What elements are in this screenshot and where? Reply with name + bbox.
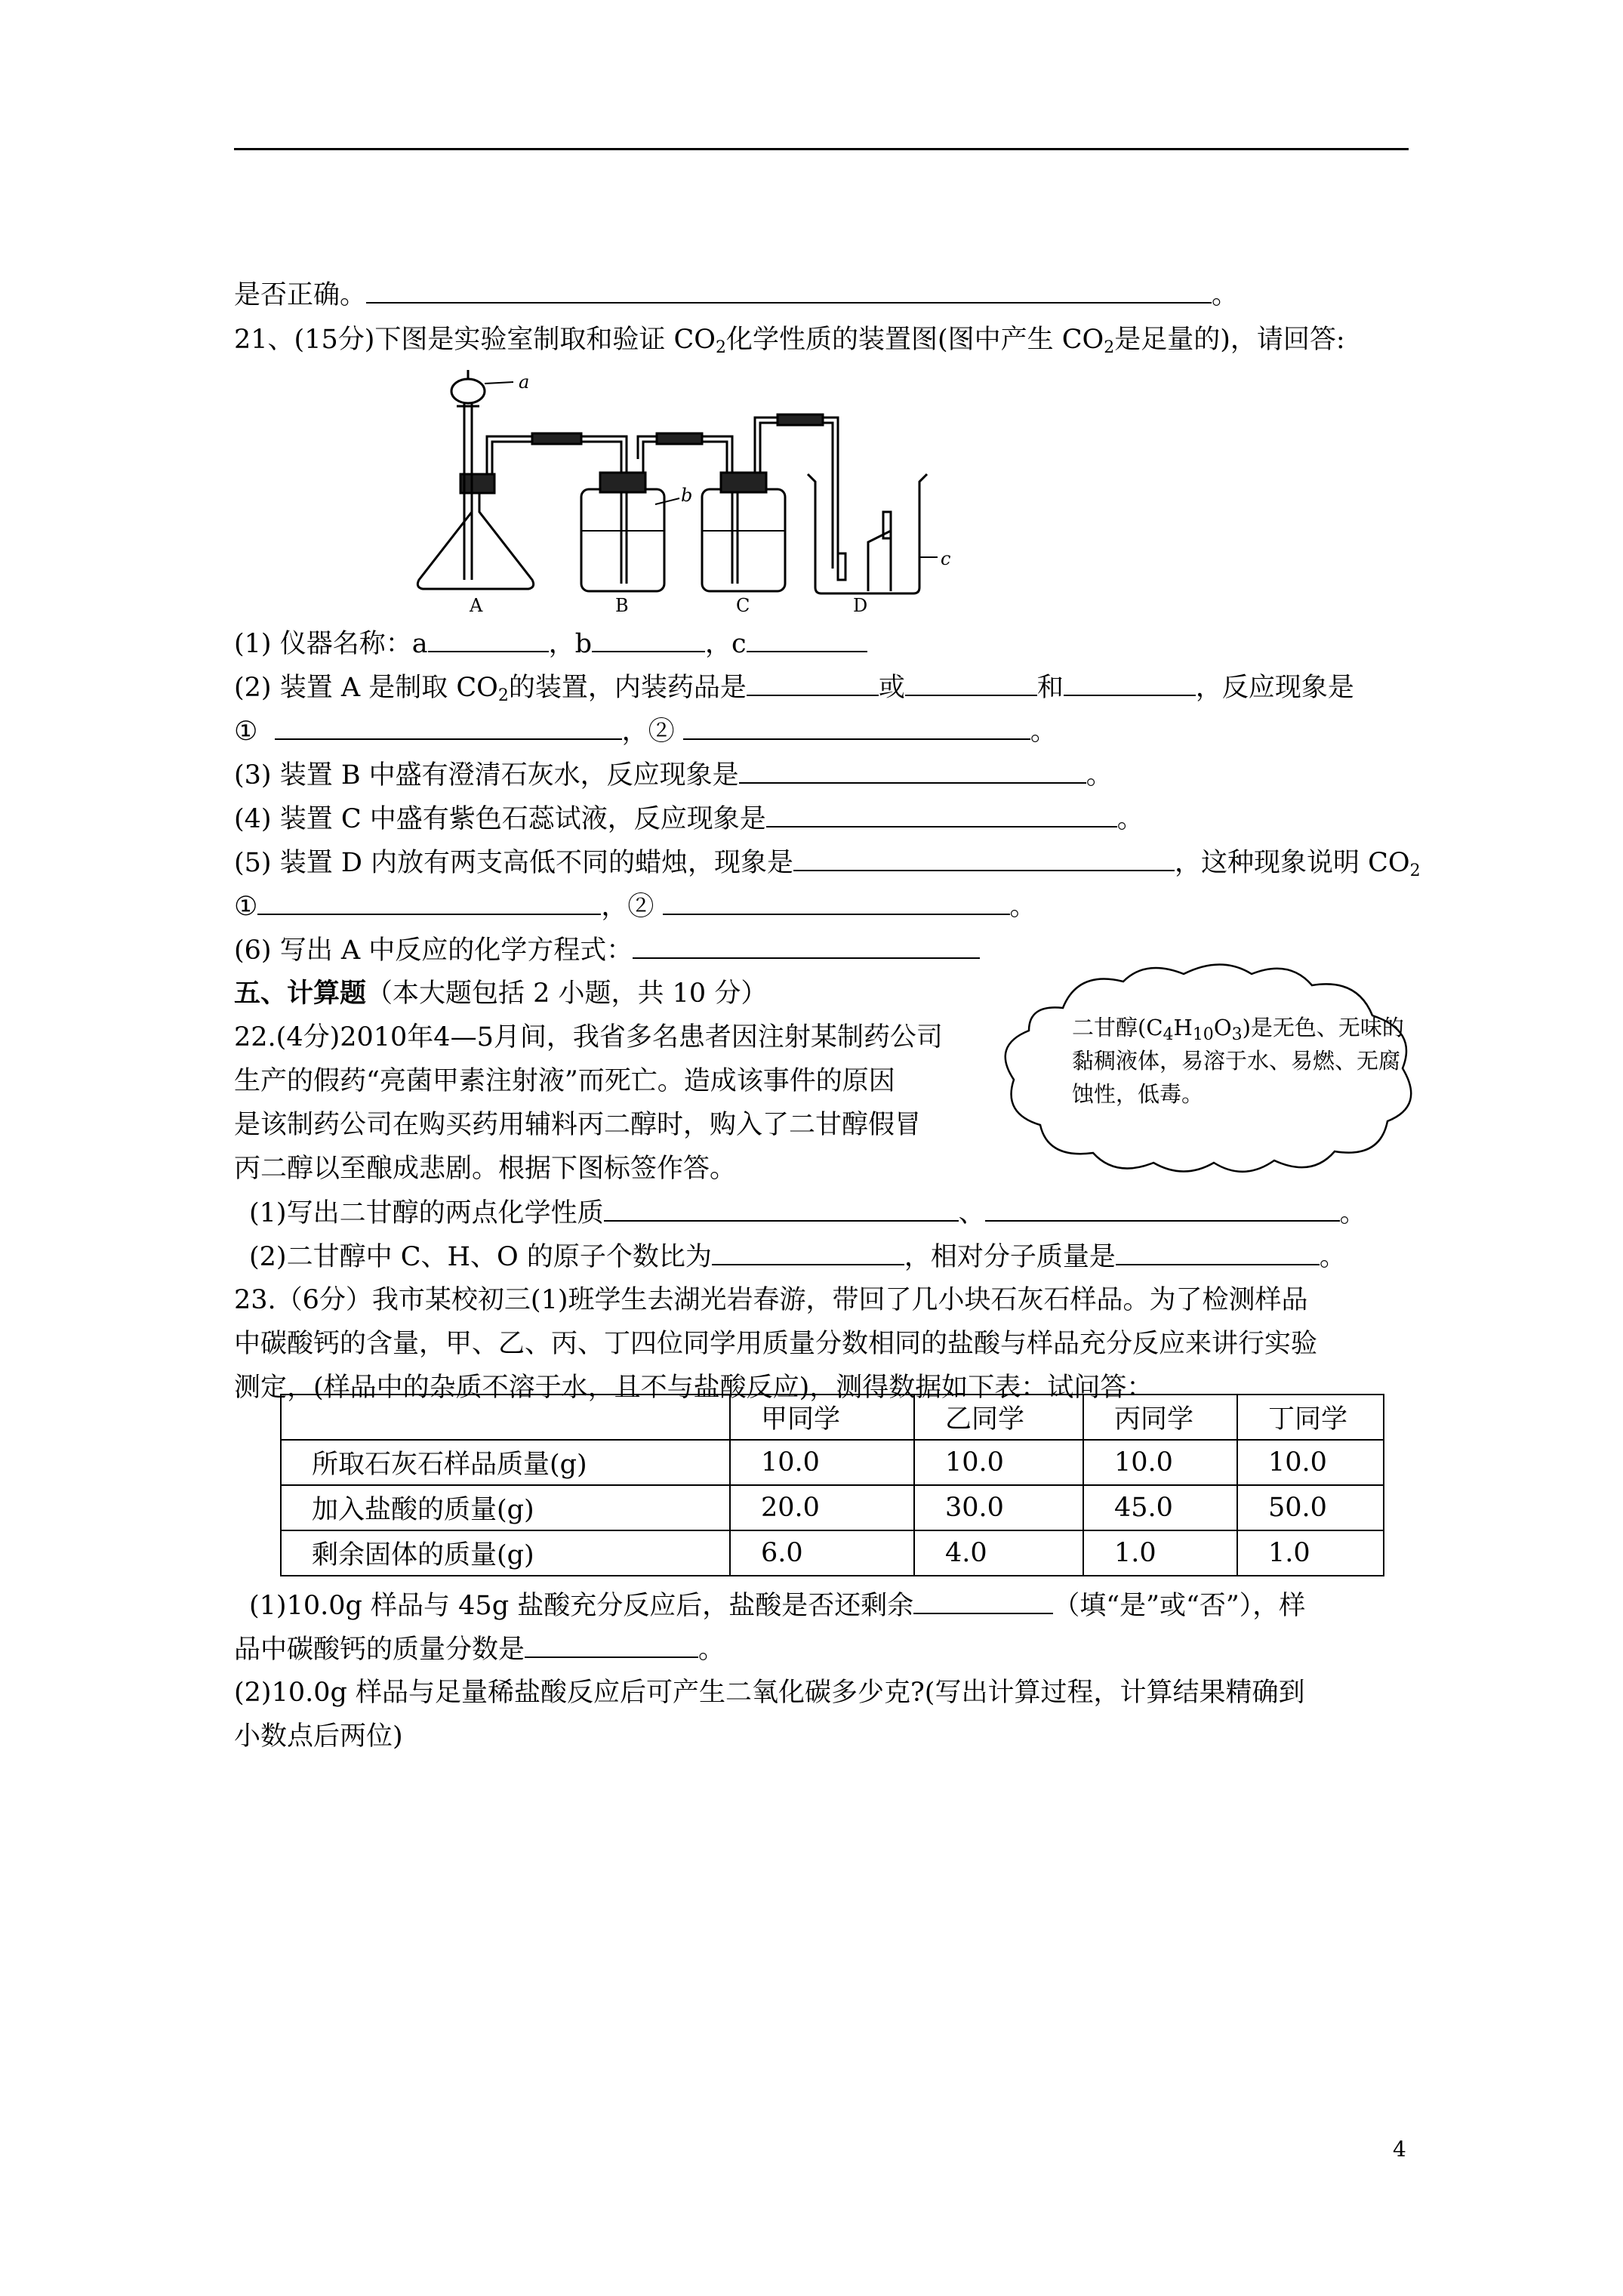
- blank-c-phen[interactable]: [766, 803, 1117, 827]
- q23-part1a: (1)10.0g 样品与 45g 盐酸充分反应后，盐酸是否还剩余 （填“是”或“否”），样: [249, 1591, 1306, 1621]
- q21-part6: (6) 写出 A 中反应的化学方程式：: [234, 935, 980, 966]
- conical-flask-a: [417, 489, 533, 589]
- q22-line2: 生产的假药“亮菌甲素注射液”而死亡。造成该事件的原因: [234, 1066, 895, 1096]
- blank-b-phen[interactable]: [739, 760, 1086, 784]
- q22-line1: 22.(4分)2010年4—5月间，我省多名患者因注射某制药公司: [234, 1022, 943, 1052]
- q22-part1: (1)写出二甘醇的两点化学性质 、 。: [249, 1198, 1366, 1228]
- label-a: a: [519, 371, 530, 393]
- table-row: 加入盐酸的质量(g) 20.0 30.0 45.0 50.0: [281, 1485, 1384, 1530]
- blank-phen1[interactable]: [275, 716, 622, 740]
- bottle-b: [581, 489, 664, 591]
- q23-line3: 测定，(样品中的杂质不溶于水，且不与盐酸反应)，测得数据如下表：试问答：: [234, 1373, 1153, 1403]
- experiment-data-table: [280, 1394, 1384, 1576]
- q21-part4: (4) 装置 C 中盛有紫色石蕊试液，反应现象是 。: [234, 804, 1144, 834]
- blank-phen2[interactable]: [683, 716, 1030, 740]
- table-row: 所取石灰石样品质量(g) 10.0 10.0 10.0 10.0: [281, 1440, 1384, 1485]
- q21-part3: (3) 装置 B 中盛有澄清石灰水，反应现象是 。: [234, 760, 1113, 791]
- q21-part5b: ① ，② 。: [234, 892, 1036, 922]
- blank-molar-mass[interactable]: [1116, 1241, 1320, 1265]
- blank-b[interactable]: [592, 628, 705, 652]
- q23-part1b: 品中碳酸钙的质量分数是 。: [234, 1635, 725, 1665]
- q21-part2b: ① ，② 。: [234, 717, 1057, 747]
- candle-high: [883, 512, 891, 538]
- blank-chem-prop1[interactable]: [604, 1197, 959, 1222]
- q21-part5: (5) 装置 D 内放有两支高低不同的蜡烛，现象是 ，这种现象说明 $CO_2$: [234, 848, 1421, 880]
- q23-part2b: 小数点后两位): [234, 1721, 403, 1752]
- table-header-row: 甲同学 乙同学 丙同学 丁同学: [281, 1395, 1384, 1440]
- q20-tail-line: 是否正确。 。: [234, 280, 1239, 310]
- q23-line2: 中碳酸钙的含量，甲、乙、丙、丁四位同学用质量分数相同的盐酸与样品充分反应来讲行实验: [234, 1329, 1318, 1359]
- candle-low: [838, 553, 845, 580]
- label-C: C: [736, 595, 750, 616]
- label-B: B: [615, 595, 629, 616]
- section5-heading: 五、计算题（本大题包括 2 小题，共 10 分）: [234, 978, 768, 1009]
- header-rule: [234, 148, 1409, 150]
- blank-atom-ratio[interactable]: [712, 1241, 904, 1265]
- flask-a-stopper: [460, 474, 494, 493]
- co2-apparatus-figure: [400, 361, 959, 618]
- table-row: 剩余固体的质量(g) 6.0 4.0 1.0 1.0: [281, 1530, 1384, 1576]
- blank-drug1[interactable]: [747, 672, 879, 696]
- q23-line1: 23.（6分）我市某校初三(1)班学生去湖光岩春游，带回了几小块石灰石样品。为了检测样品: [234, 1285, 1308, 1315]
- q22-line4: 丙二醇以至酿成悲剧。根据下图标签作答。: [234, 1154, 737, 1184]
- bottle-c: [702, 489, 785, 591]
- cloud-line3: 蚀性，低毒。: [1072, 1081, 1204, 1107]
- label-A: A: [470, 595, 483, 616]
- answer-blank[interactable]: [366, 279, 1212, 304]
- label-D: D: [853, 595, 868, 616]
- blank-c[interactable]: [747, 628, 867, 652]
- blank-drug2[interactable]: [905, 672, 1037, 696]
- separatory-funnel: [451, 379, 485, 403]
- candle-stand: [868, 531, 891, 591]
- q23-part2a: (2)10.0g 样品与足量稀盐酸反应后可产生二氧化碳多少克?(写出计算过程，计算结果精确到: [234, 1678, 1305, 1708]
- cloud-line2: 黏稠液体，易溶于水、易燃、无腐: [1072, 1048, 1401, 1074]
- label-b: b: [681, 485, 693, 506]
- q21-title: 21、(15分)下图是实验室制取和验证 $CO_2$化学性质的装置图(图中产生 $CO_2$是足量的)，请回答:: [234, 325, 1345, 357]
- blank-d-phen[interactable]: [793, 847, 1175, 871]
- blank-mass-fraction[interactable]: [525, 1634, 698, 1658]
- blank-prop1[interactable]: [257, 891, 601, 915]
- q22-line3: 是该制药公司在购买药用辅料丙二醇时，购入了二甘醇假冒: [234, 1110, 922, 1140]
- page-number: 4: [1393, 2137, 1406, 2162]
- q21-part1: (1) 仪器名称：a ，b ，c: [234, 628, 867, 659]
- q22-part2: (2)二甘醇中 C、H、O 的原子个数比为 ，相对分子质量是 。: [249, 1242, 1346, 1272]
- blank-chem-prop2[interactable]: [985, 1197, 1340, 1222]
- blank-drug3[interactable]: [1064, 672, 1196, 696]
- label-c: c: [941, 548, 951, 569]
- blank-acid-left[interactable]: [913, 1590, 1053, 1614]
- cloud-line1: 二甘醇$(C_4H_{10}O_3)$是无色、无味的: [1072, 1015, 1404, 1044]
- blank-prop2[interactable]: [663, 891, 1010, 915]
- blank-a[interactable]: [428, 628, 549, 652]
- q21-part2: (2) 装置 A 是制取 $CO_2$的装置，内装药品是 或 和 ，反应现象是: [234, 673, 1354, 705]
- blank-equation[interactable]: [633, 935, 980, 959]
